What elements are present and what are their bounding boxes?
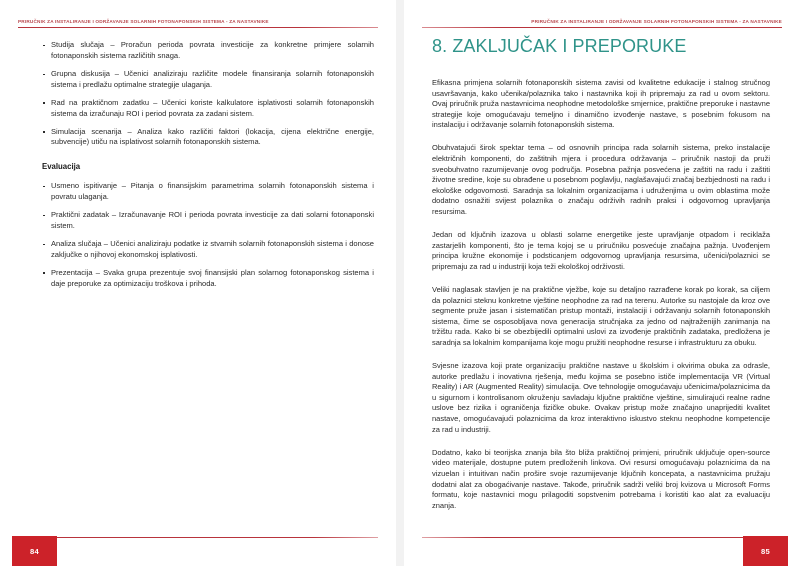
evaluation-heading: Evaluacija	[42, 162, 81, 172]
list-item: Praktični zadatak – Izračunavanje ROI i perioda povrata investicije za dati solarni fotonaponski sistem.	[42, 210, 374, 231]
running-header-left	[18, 19, 378, 31]
page-right	[404, 0, 800, 566]
right-page-content	[432, 36, 770, 511]
list-item: Analiza slučaja – Učenici analiziraju podatke iz stvarnih solarnih fotonaponskih sistema i donose zaključke o njihovoj ekonomskoj isplativosti.	[42, 239, 374, 260]
activity-bullet-list	[42, 40, 374, 148]
page-number-badge: 85	[743, 536, 788, 566]
page-footer-right	[404, 532, 800, 566]
running-header-text: PRIRUČNIK ZA INSTALIRANJE I ODRŽAVANJE SOLARNIH FOTONAPONSKIH SISTEMA - ZA NASTAVNIKE	[531, 19, 782, 24]
evaluation-bullet-list	[42, 181, 374, 289]
body-paragraph: Veliki naglasak stavljen je na praktične vježbe, koje su detaljno razrađene korak po korak, sa ciljem da polaznici steknu konkretne vještine neophodne za rad na terenu. Autorke su nastojale da kroz ove segmente pruže jasan i sistematičan pristup montaži, instalaciji i održavanju solarnih fotonaponskih sistema, čime se osposobljava nova generacija stručnjaka za jedno od najtraženijih zanimanja na tržištu rada. Kako bi se obezbijedili optimalni uslovi za izvođenje praktičnih zadataka, predložena je saradnja sa lokalnim kompanijama koje mogu pružiti neophodne resurse i infrastrukturu za obuku.	[432, 285, 770, 347]
body-paragraph: Dodatno, kako bi teorijska znanja bila što bliža praktičnoj primjeni, priručnik uključuje open-source video materijale, dostupne putem predloženih linkova. Ovi resursi omogućavaju polaznicima da na vizuelan i intuitivan način prošire svoje razumijevanje ključnih koncepata, a nastavnicima pružaju dodatni alat za obogaćivanje nastave. Takođe, priručnik sadrži veliki broj kvizova u Microsoft Forms formatu, koje nastavnici mogu prilagoditi sopstvenim potrebama i koristiti kao alat za evaluaciju znanja.	[432, 447, 770, 510]
body-paragraph: Jedan od ključnih izazova u oblasti solarne energetike jeste upravljanje otpadom i reciklaža zastarjelih komponenti, što je tema kojoj se u priručniku posvećuje značajna pažnja. Uvođenjem principa kružne ekonomije i podsticanjem odgovornog upravljanja resursima, učenici/polaznici se pripremaju za rad u industriji koja teži ekološkoj održivosti.	[432, 230, 770, 271]
list-item: Rad na praktičnom zadatku – Učenici koriste kalkulatore isplativosti solarnih fotonaponskih sistema da izračunaju ROI i period povrata za zadani sistem.	[42, 98, 374, 119]
left-page-content	[42, 40, 374, 297]
list-item: Prezentacija – Svaka grupa prezentuje svoj finansijski plan solarnog fotonaponskog sistema i daje preporuke za optimizaciju troškova i prihoda.	[42, 268, 374, 289]
footer-rule	[57, 537, 378, 538]
list-item: Usmeno ispitivanje – Pitanja o finansijskim parametrima solarnih fotonaponskih sistema i povratu ulaganja.	[42, 181, 374, 202]
page-number-badge: 84	[12, 536, 57, 566]
header-rule	[422, 27, 782, 29]
footer-rule	[422, 537, 743, 538]
header-rule	[18, 27, 378, 29]
body-paragraph: Svjesne izazova koji prate organizaciju praktične nastave u školskim i okvirima obuka za odrasle, autorke predlažu i inovativna rješenja, među kojima se posebno ističe implementacija VR (Virtual Reality) i AR (Augmented Reality) simulacija. Ove tehnologije omogućavaju učenicima/polaznicima da u sigurnom i kontrolisanom okruženju savladaju ključne praktične vještine, simulirajući realne radne uslove bez rizika i ograničenja fizičke obuke. Ovakav pristup može značajno unaprijediti kvalitet nastave, omogućavajući polaznicima da kroz interaktivno iskustvo steknu neophodne kompetencije za rad u industriji.	[432, 361, 770, 434]
list-item: Grupna diskusija – Učenici analiziraju različite modele finansiranja solarnih fotonaponskih sistema i predlažu optimalne strategije ulaganja.	[42, 69, 374, 90]
running-header-text: PRIRUČNIK ZA INSTALIRANJE I ODRŽAVANJE SOLARNIH FOTONAPONSKIH SISTEMA - ZA NASTAVNIKE	[18, 19, 269, 24]
body-paragraph: Obuhvatajući širok spektar tema – od osnovnih principa rada solarnih sistema, preko instalacije električnih komponenti, do zaštitnih mjera i procedura održavanja – priručnik nastoji da pruži sveobuhvatno razumijevanje ovog područja. Posebna pažnja posvećena je zaštiti na radu i zaštiti životne sredine, koje su obrađene u posebnom poglavlju, naglašavajući značaj bezbjednosti na radu i ekološke odgovornosti. Saradnja sa lokalnim organizacijama i udruženjima u ovim oblastima može dodatno osnažiti svijest polaznika o značaju održivih radnih praksi i odgovornog upravljanja resursima.	[432, 143, 770, 217]
page-footer-left	[0, 532, 396, 566]
list-item: Studija slučaja – Proračun perioda povrata investicije za konkretne primjere solarnih fotonaponskih sistema različitih snaga.	[42, 40, 374, 61]
page-left	[0, 0, 396, 566]
running-header-right	[422, 19, 782, 31]
body-paragraph: Efikasna primjena solarnih fotonaponskih sistema zavisi od kvalitetne edukacije i stalnog stručnog usavršavanja, kako učenika/polaznika tako i nastavnika koji ih pripremaju za rad u ovom sektoru. Ovaj priručnik pruža nastavnicima neophodne metodološke smjernice, praktične preporuke i nastavne strategije koje omogućavaju temeljno i dinamično izvođenje nastave, s posebnim fokusom na instalaciju i održavanje solarnih fotonaponskih sistema.	[432, 78, 770, 130]
list-item: Simulacija scenarija – Analiza kako različiti faktori (lokacija, cijena električne energije, subvencije) utiču na isplativost solarnih fotonaponskih sistema.	[42, 127, 374, 148]
page-title: 8. ZAKLJUČAK I PREPORUKE	[432, 36, 687, 56]
